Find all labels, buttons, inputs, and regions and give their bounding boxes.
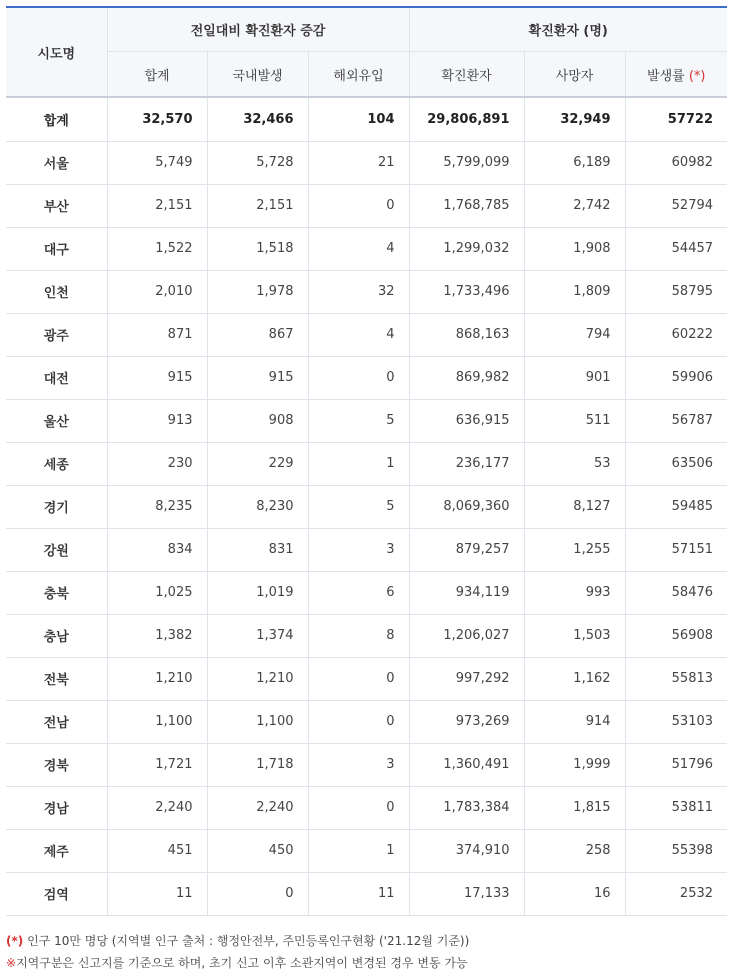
cell-region: 경북 <box>6 743 107 786</box>
table-row <box>6 442 727 485</box>
cell-domestic: 229 <box>207 442 308 485</box>
cell-domestic: 2,151 <box>207 184 308 227</box>
cell-overseas: 5 <box>308 485 409 528</box>
cell-region: 대구 <box>6 227 107 270</box>
cell-rate: 52794 <box>625 184 727 227</box>
table-row <box>6 485 727 528</box>
cell-sum: 5,749 <box>107 141 207 184</box>
cell-domestic: 2,240 <box>207 786 308 829</box>
cell-rate: 55813 <box>625 657 727 700</box>
cell-overseas: 4 <box>308 227 409 270</box>
cell-domestic: 1,210 <box>207 657 308 700</box>
table-row <box>6 270 727 313</box>
cell-confirmed: 879,257 <box>409 528 524 571</box>
cell-rate: 56908 <box>625 614 727 657</box>
cell-deaths: 901 <box>524 356 625 399</box>
cell-region: 검역 <box>6 872 107 915</box>
cell-domestic: 1,374 <box>207 614 308 657</box>
cell-rate: 60222 <box>625 313 727 356</box>
cell-confirmed: 17,133 <box>409 872 524 915</box>
cell-deaths: 914 <box>524 700 625 743</box>
cell-region: 울산 <box>6 399 107 442</box>
cell-deaths: 6,189 <box>524 141 625 184</box>
table-row <box>6 614 727 657</box>
cell-domestic: 8,230 <box>207 485 308 528</box>
cell-rate: 60982 <box>625 141 727 184</box>
cell-sum: 1,100 <box>107 700 207 743</box>
table-row <box>6 872 727 915</box>
cell-rate: 57722 <box>625 97 727 141</box>
cell-deaths: 511 <box>524 399 625 442</box>
cell-domestic: 5,728 <box>207 141 308 184</box>
cell-overseas: 0 <box>308 657 409 700</box>
cell-overseas: 3 <box>308 743 409 786</box>
cell-deaths: 16 <box>524 872 625 915</box>
cell-sum: 11 <box>107 872 207 915</box>
cell-overseas: 11 <box>308 872 409 915</box>
cell-domestic: 867 <box>207 313 308 356</box>
cell-confirmed: 5,799,099 <box>409 141 524 184</box>
cell-overseas: 4 <box>308 313 409 356</box>
cell-region: 대전 <box>6 356 107 399</box>
cell-deaths: 32,949 <box>524 97 625 141</box>
cell-confirmed: 8,069,360 <box>409 485 524 528</box>
cell-confirmed: 1,206,027 <box>409 614 524 657</box>
cell-deaths: 1,908 <box>524 227 625 270</box>
cell-domestic: 1,019 <box>207 571 308 614</box>
cell-confirmed: 236,177 <box>409 442 524 485</box>
cell-overseas: 0 <box>308 184 409 227</box>
cell-domestic: 1,518 <box>207 227 308 270</box>
cell-confirmed: 1,768,785 <box>409 184 524 227</box>
cell-confirmed: 1,299,032 <box>409 227 524 270</box>
cell-domestic: 915 <box>207 356 308 399</box>
cell-confirmed: 973,269 <box>409 700 524 743</box>
rate-asterisk: (*) <box>688 68 706 84</box>
col-header-region: 시도명 <box>6 7 107 97</box>
cell-overseas: 8 <box>308 614 409 657</box>
cell-deaths: 1,815 <box>524 786 625 829</box>
cell-overseas: 3 <box>308 528 409 571</box>
cell-region: 강원 <box>6 528 107 571</box>
cell-overseas: 32 <box>308 270 409 313</box>
cell-rate: 55398 <box>625 829 727 872</box>
col-header-domestic: 국내발생 <box>207 52 308 98</box>
cell-domestic: 831 <box>207 528 308 571</box>
cell-domestic: 1,978 <box>207 270 308 313</box>
cell-confirmed: 1,360,491 <box>409 743 524 786</box>
cell-overseas: 5 <box>308 399 409 442</box>
table-row <box>6 786 727 829</box>
cell-sum: 451 <box>107 829 207 872</box>
cell-region: 세종 <box>6 442 107 485</box>
cell-sum: 913 <box>107 399 207 442</box>
table-row <box>6 399 727 442</box>
cell-region: 전남 <box>6 700 107 743</box>
footnote-region <box>6 952 469 974</box>
footnote-population <box>6 930 469 952</box>
cell-overseas: 104 <box>308 97 409 141</box>
cell-confirmed: 997,292 <box>409 657 524 700</box>
cell-sum: 1,721 <box>107 743 207 786</box>
table-row <box>6 227 727 270</box>
cell-confirmed: 869,982 <box>409 356 524 399</box>
col-header-confirmed: 확진환자 <box>409 52 524 98</box>
footnote-reference-mark: ※ <box>6 956 17 970</box>
cell-sum: 1,522 <box>107 227 207 270</box>
cell-sum: 1,025 <box>107 571 207 614</box>
cell-domestic: 1,100 <box>207 700 308 743</box>
cell-domestic: 0 <box>207 872 308 915</box>
cell-rate: 2532 <box>625 872 727 915</box>
cell-sum: 915 <box>107 356 207 399</box>
footnote-population-text: 인구 10만 명당 (지역별 인구 출처 : 행정안전부, 주민등록인구현황 ('21.12월 기준)) <box>23 934 470 948</box>
cell-overseas: 0 <box>308 700 409 743</box>
cell-rate: 51796 <box>625 743 727 786</box>
cell-overseas: 1 <box>308 829 409 872</box>
table-row <box>6 829 727 872</box>
cell-rate: 63506 <box>625 442 727 485</box>
cell-domestic: 32,466 <box>207 97 308 141</box>
cell-sum: 2,010 <box>107 270 207 313</box>
cell-confirmed: 374,910 <box>409 829 524 872</box>
cell-region: 제주 <box>6 829 107 872</box>
cell-deaths: 258 <box>524 829 625 872</box>
footnote-region-text: 지역구분은 신고지를 기준으로 하며, 초기 신고 이후 소관지역이 변경된 경우 변동 가능 <box>16 956 468 970</box>
covid-stats-table <box>6 6 727 916</box>
cell-overseas: 0 <box>308 356 409 399</box>
rate-label: 발생률 <box>647 68 685 84</box>
cell-sum: 8,235 <box>107 485 207 528</box>
table-row <box>6 141 727 184</box>
cell-deaths: 1,162 <box>524 657 625 700</box>
cell-region: 충남 <box>6 614 107 657</box>
cell-sum: 2,240 <box>107 786 207 829</box>
cell-region: 합계 <box>6 97 107 141</box>
table-row-total <box>6 97 727 141</box>
cell-region: 경기 <box>6 485 107 528</box>
cell-rate: 57151 <box>625 528 727 571</box>
cell-rate: 58795 <box>625 270 727 313</box>
cell-deaths: 993 <box>524 571 625 614</box>
cell-overseas: 6 <box>308 571 409 614</box>
cell-overseas: 21 <box>308 141 409 184</box>
table-body <box>6 97 727 915</box>
table-row <box>6 657 727 700</box>
col-group-daily-change: 전일대비 확진환자 증감 <box>107 7 409 52</box>
cell-region: 광주 <box>6 313 107 356</box>
table-row <box>6 528 727 571</box>
col-group-total-confirmed: 확진환자 (명) <box>409 7 727 52</box>
cell-deaths: 1,503 <box>524 614 625 657</box>
cell-rate: 54457 <box>625 227 727 270</box>
cell-domestic: 450 <box>207 829 308 872</box>
cell-sum: 32,570 <box>107 97 207 141</box>
cell-sum: 1,210 <box>107 657 207 700</box>
cell-sum: 230 <box>107 442 207 485</box>
cell-sum: 834 <box>107 528 207 571</box>
cell-deaths: 2,742 <box>524 184 625 227</box>
cell-deaths: 8,127 <box>524 485 625 528</box>
cell-rate: 59906 <box>625 356 727 399</box>
cell-deaths: 1,809 <box>524 270 625 313</box>
cell-sum: 1,382 <box>107 614 207 657</box>
table-row <box>6 743 727 786</box>
cell-deaths: 53 <box>524 442 625 485</box>
cell-deaths: 794 <box>524 313 625 356</box>
cell-region: 인천 <box>6 270 107 313</box>
table-header <box>6 7 727 97</box>
cell-confirmed: 29,806,891 <box>409 97 524 141</box>
cell-confirmed: 868,163 <box>409 313 524 356</box>
cell-rate: 58476 <box>625 571 727 614</box>
footnote-asterisk: (*) <box>6 934 24 948</box>
col-header-sum: 합계 <box>107 52 207 98</box>
cell-region: 서울 <box>6 141 107 184</box>
col-header-rate <box>625 52 727 98</box>
cell-overseas: 0 <box>308 786 409 829</box>
cell-domestic: 1,718 <box>207 743 308 786</box>
cell-domestic: 908 <box>207 399 308 442</box>
cell-confirmed: 1,783,384 <box>409 786 524 829</box>
table-row <box>6 571 727 614</box>
cell-rate: 53811 <box>625 786 727 829</box>
cell-confirmed: 934,119 <box>409 571 524 614</box>
cell-deaths: 1,999 <box>524 743 625 786</box>
cell-overseas: 1 <box>308 442 409 485</box>
cell-region: 충북 <box>6 571 107 614</box>
cell-confirmed: 636,915 <box>409 399 524 442</box>
col-header-deaths: 사망자 <box>524 52 625 98</box>
table-row <box>6 313 727 356</box>
cell-rate: 56787 <box>625 399 727 442</box>
cell-rate: 59485 <box>625 485 727 528</box>
col-header-overseas: 해외유입 <box>308 52 409 98</box>
table-row <box>6 184 727 227</box>
cell-region: 경남 <box>6 786 107 829</box>
cell-sum: 2,151 <box>107 184 207 227</box>
footnotes <box>6 930 469 974</box>
table-row <box>6 700 727 743</box>
table-row <box>6 356 727 399</box>
cell-region: 부산 <box>6 184 107 227</box>
cell-sum: 871 <box>107 313 207 356</box>
cell-rate: 53103 <box>625 700 727 743</box>
cell-deaths: 1,255 <box>524 528 625 571</box>
cell-region: 전북 <box>6 657 107 700</box>
cell-confirmed: 1,733,496 <box>409 270 524 313</box>
